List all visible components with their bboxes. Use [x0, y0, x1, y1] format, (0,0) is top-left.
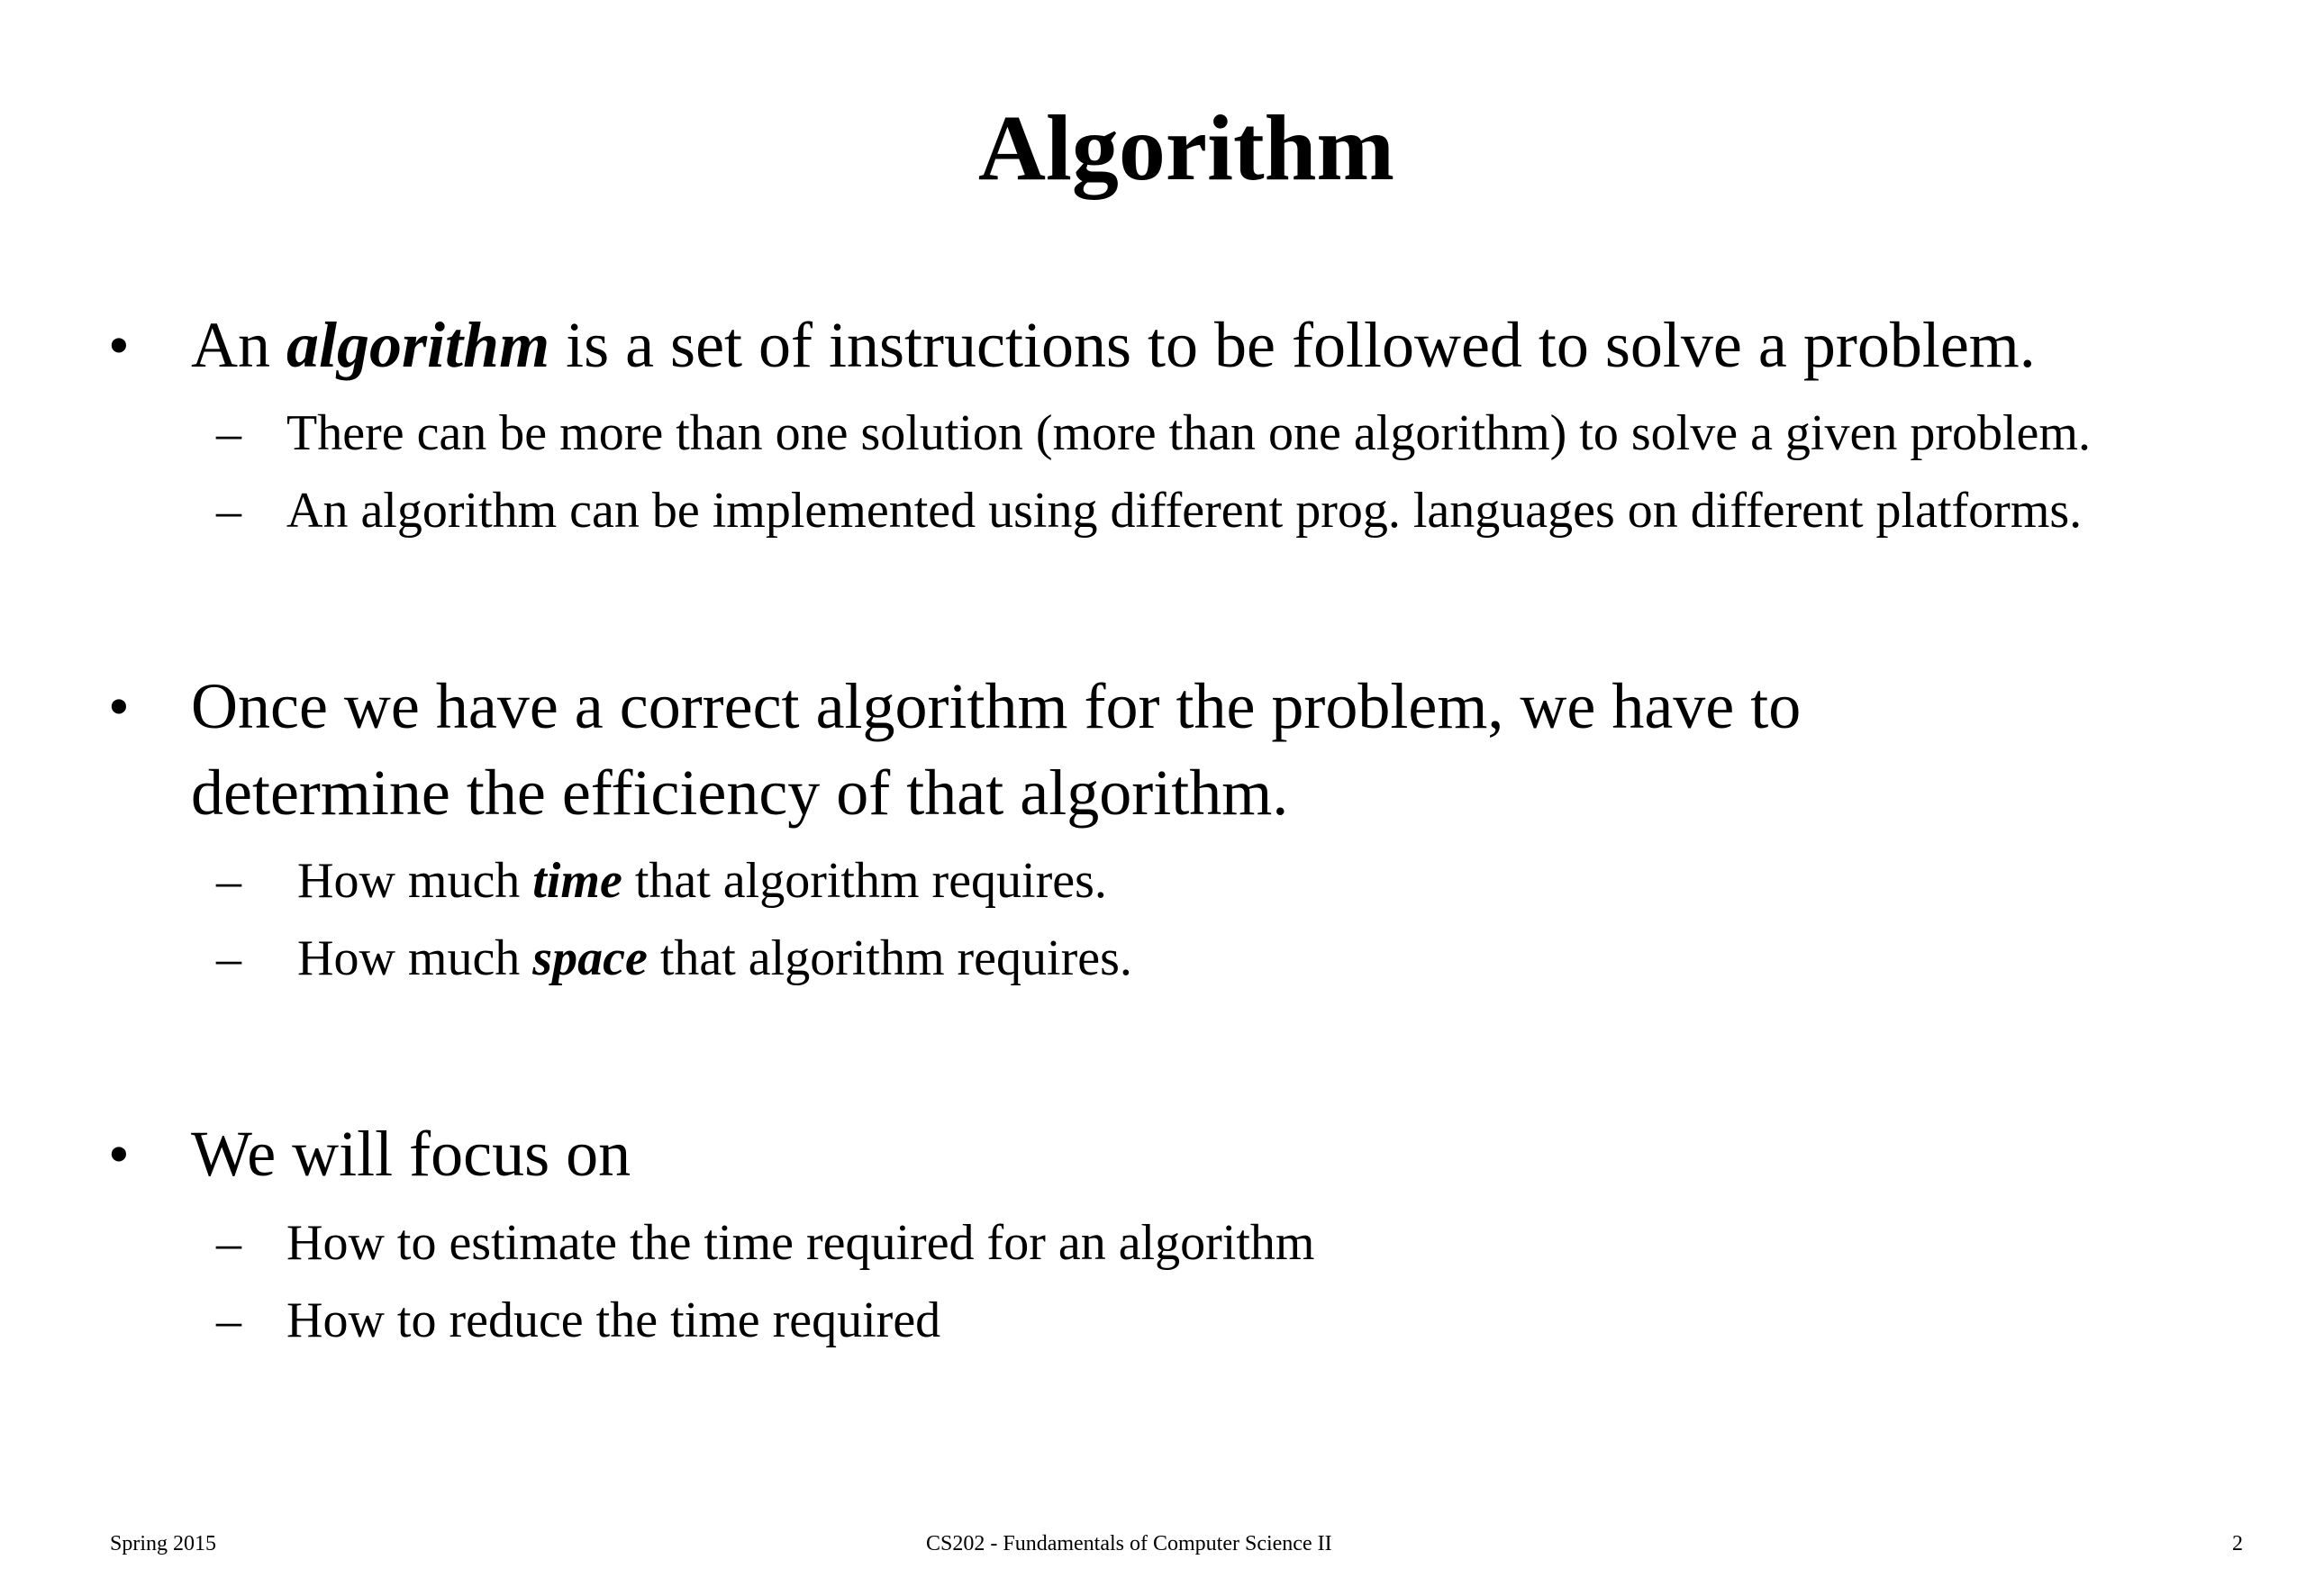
bullet-2-line-2: determine the efficiency of that algorithm.: [191, 757, 1289, 829]
sub-bullet-1-2: [0, 472, 2306, 549]
bullet-1-post: is a set of instructions to be followed to solve a problem.: [549, 309, 2036, 381]
sub-bullet-marker: –: [216, 405, 241, 461]
sub-bullet-2-2-emphasis: space: [532, 930, 648, 986]
sub-bullet-3-1-text: How to estimate the time required for an algorithm: [286, 1215, 1315, 1271]
sub-bullet-marker: –: [216, 1215, 241, 1271]
sub-bullet-3-2-text: How to reduce the time required: [286, 1292, 941, 1348]
sub-bullet-2-1-emphasis: time: [532, 853, 622, 909]
sub-bullet-2-1-pre: How much: [297, 853, 533, 909]
sub-bullet-1-1: [0, 394, 2306, 472]
slide-title: Algorithm: [977, 96, 1395, 200]
sub-bullet-3-1: [0, 1204, 2306, 1282]
sub-bullet-2-2-post: that algorithm requires.: [647, 930, 1132, 986]
sub-bullet-marker: –: [216, 483, 241, 539]
sub-bullet-marker: –: [216, 853, 241, 909]
sub-bullet-2-2: [0, 920, 2306, 997]
sub-bullet-2-1: [0, 842, 2306, 920]
sub-bullet-2-1-post: that algorithm requires.: [622, 853, 1107, 909]
sub-bullet-marker: –: [216, 1292, 241, 1348]
footer-date: Spring 2015: [110, 1532, 217, 1555]
sub-bullet-2-1-text: [297, 842, 1107, 920]
sub-bullet-marker: –: [216, 930, 241, 986]
sub-bullet-2-2-text: [297, 920, 1132, 997]
bullet-2-line-1: Once we have a correct algorithm for the problem, we have to: [191, 670, 1802, 742]
footer-course: CS202 - Fundamentals of Computer Science II: [926, 1532, 1332, 1555]
bullet-1-pre: An: [191, 309, 286, 381]
sub-bullet-2-2-pre: How much: [297, 930, 533, 986]
sub-bullet-1-2-text: An algorithm can be implemented using different prog. languages on different platforms.: [286, 483, 2083, 539]
bullet-3-text: We will focus on: [191, 1118, 631, 1190]
bullet-marker: •: [108, 672, 130, 740]
sub-bullet-1-1-text: There can be more than one solution (more than one algorithm) to solve a given problem.: [286, 405, 2091, 461]
bullet-1-emphasis: algorithm: [286, 309, 550, 381]
bullet-1-text: [191, 302, 2263, 388]
sub-bullet-3-2: [0, 1282, 2306, 1359]
bullet-marker: •: [108, 311, 130, 379]
footer-page-number: 2: [2232, 1532, 2243, 1555]
bullet-marker: •: [108, 1120, 130, 1188]
